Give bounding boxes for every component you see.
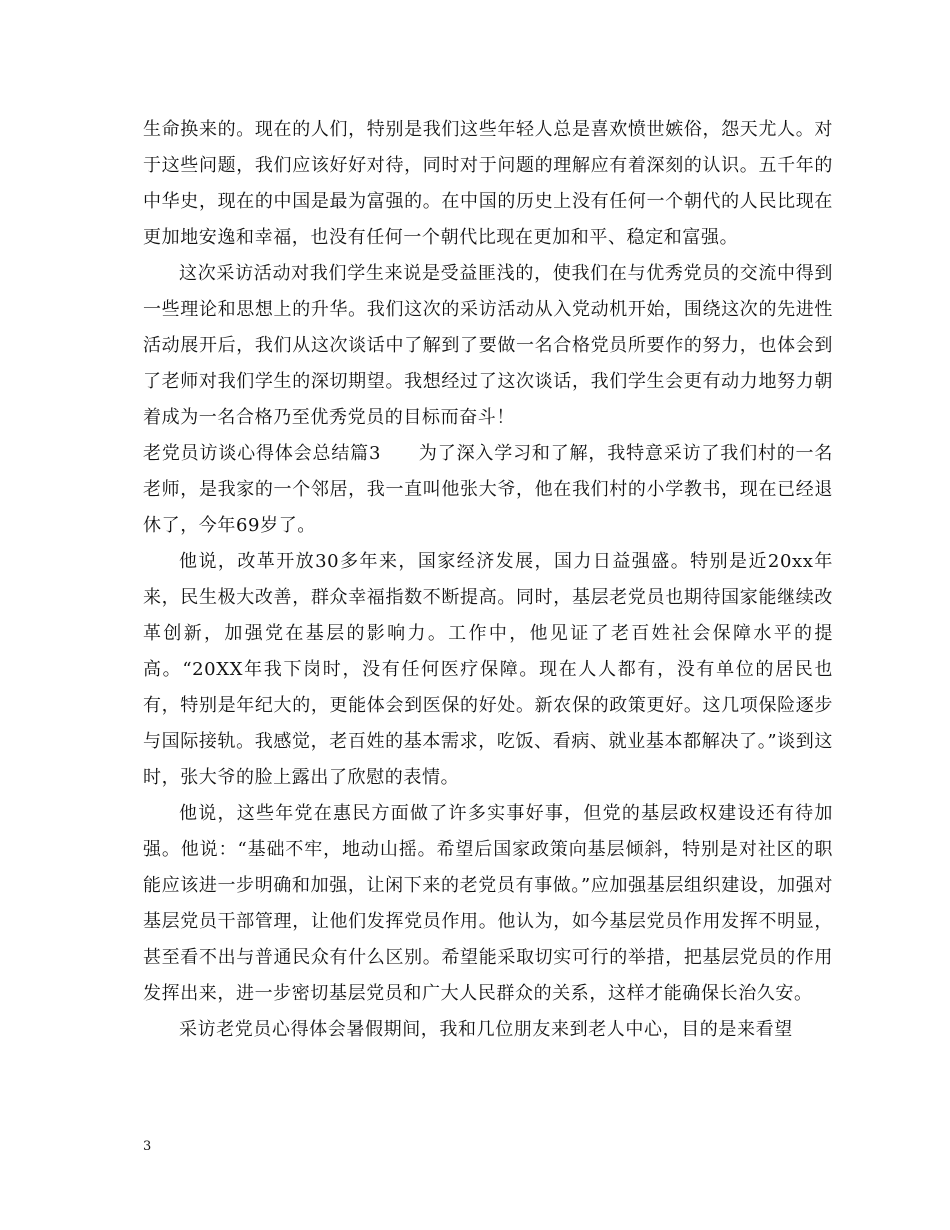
paragraph-grassroots-building: 他说，这些年党在惠民方面做了许多实事好事，但党的基层政权建设还有待加强。他说：“基础不牢，地动山摇。希望后国家政策向基层倾斜，特别是对社区的职能应该进一步明确和加强，让闲下来的老党员有事做。”应加强基层组织建设，加强对基层党员干部管理，让他们发挥党员作用。他认为，如今基层党员作用发挥不明显，甚至看不出与普通民众有什么区别。希望能采取切实可行的举措，把基层党员的作用发挥出来，进一步密切基层党员和广大人民群众的关系，这样才能确保长治久安。 xyxy=(143,803,833,1004)
body-text xyxy=(143,112,833,1048)
paragraph-summer-visit: 采访老党员心得体会暑假期间，我和几位朋友来到老人中心，目的是来看望 xyxy=(179,1019,793,1040)
paragraph-section-3-intro: 老党员访谈心得体会总结篇3 为了深入学习和了解，我特意采访了我们村的一名老师，是我家的一个邻居，我一直叫他张大爷，他在我们村的小学教书，现在已经退休了，今年69岁了。 xyxy=(143,443,833,536)
paragraph-continuation: 生命换来的。现在的人们，特别是我们这些年轻人总是喜欢愤世嫉俗，怨天尤人。对于这些问题，我们应该好好对待，同时对于问题的理解应有着深刻的认识。五千年的中华史，现在的中国是最为富强的。在中国的历史上没有任何一个朝代的人民比现在更加地安逸和幸福，也没有任何一个朝代比现在更加和平、稳定和富强。 xyxy=(143,119,833,248)
page-number: 3 xyxy=(143,1139,152,1154)
paragraph-interview-benefit: 这次采访活动对我们学生来说是受益匪浅的，使我们在与优秀党员的交流中得到一些理论和思想上的升华。我们这次的采访活动从入党动机开始，围绕这次的先进性活动展开后，我们从这次谈话中了解到了要做一名合格党员所要作的努力，也体会到了老师对我们学生的深切期望。我想经过了这次谈话，我们学生会更有动力地努力朝着成为一名合格乃至优秀党员的目标而奋斗！ xyxy=(143,263,833,428)
paragraph-reform-progress: 他说，改革开放30多年来，国家经济发展，国力日益强盛。特别是近20xx年来，民生极大改善，群众幸福指数不断提高。同时，基层老党员也期待国家能继续改革创新，加强党在基层的影响力。工作中，他见证了老百姓社会保障水平的提高。“20XX年我下岗时，没有任何医疗保障。现在人人都有，没有单位的居民也有，特别是年纪大的，更能体会到医保的好处。新农保的政策更好。这几项保险逐步与国际接轨。我感觉，老百姓的基本需求，吃饭、看病、就业基本都解决了。”谈到这时，张大爷的脸上露出了欣慰的表情。 xyxy=(143,551,833,788)
